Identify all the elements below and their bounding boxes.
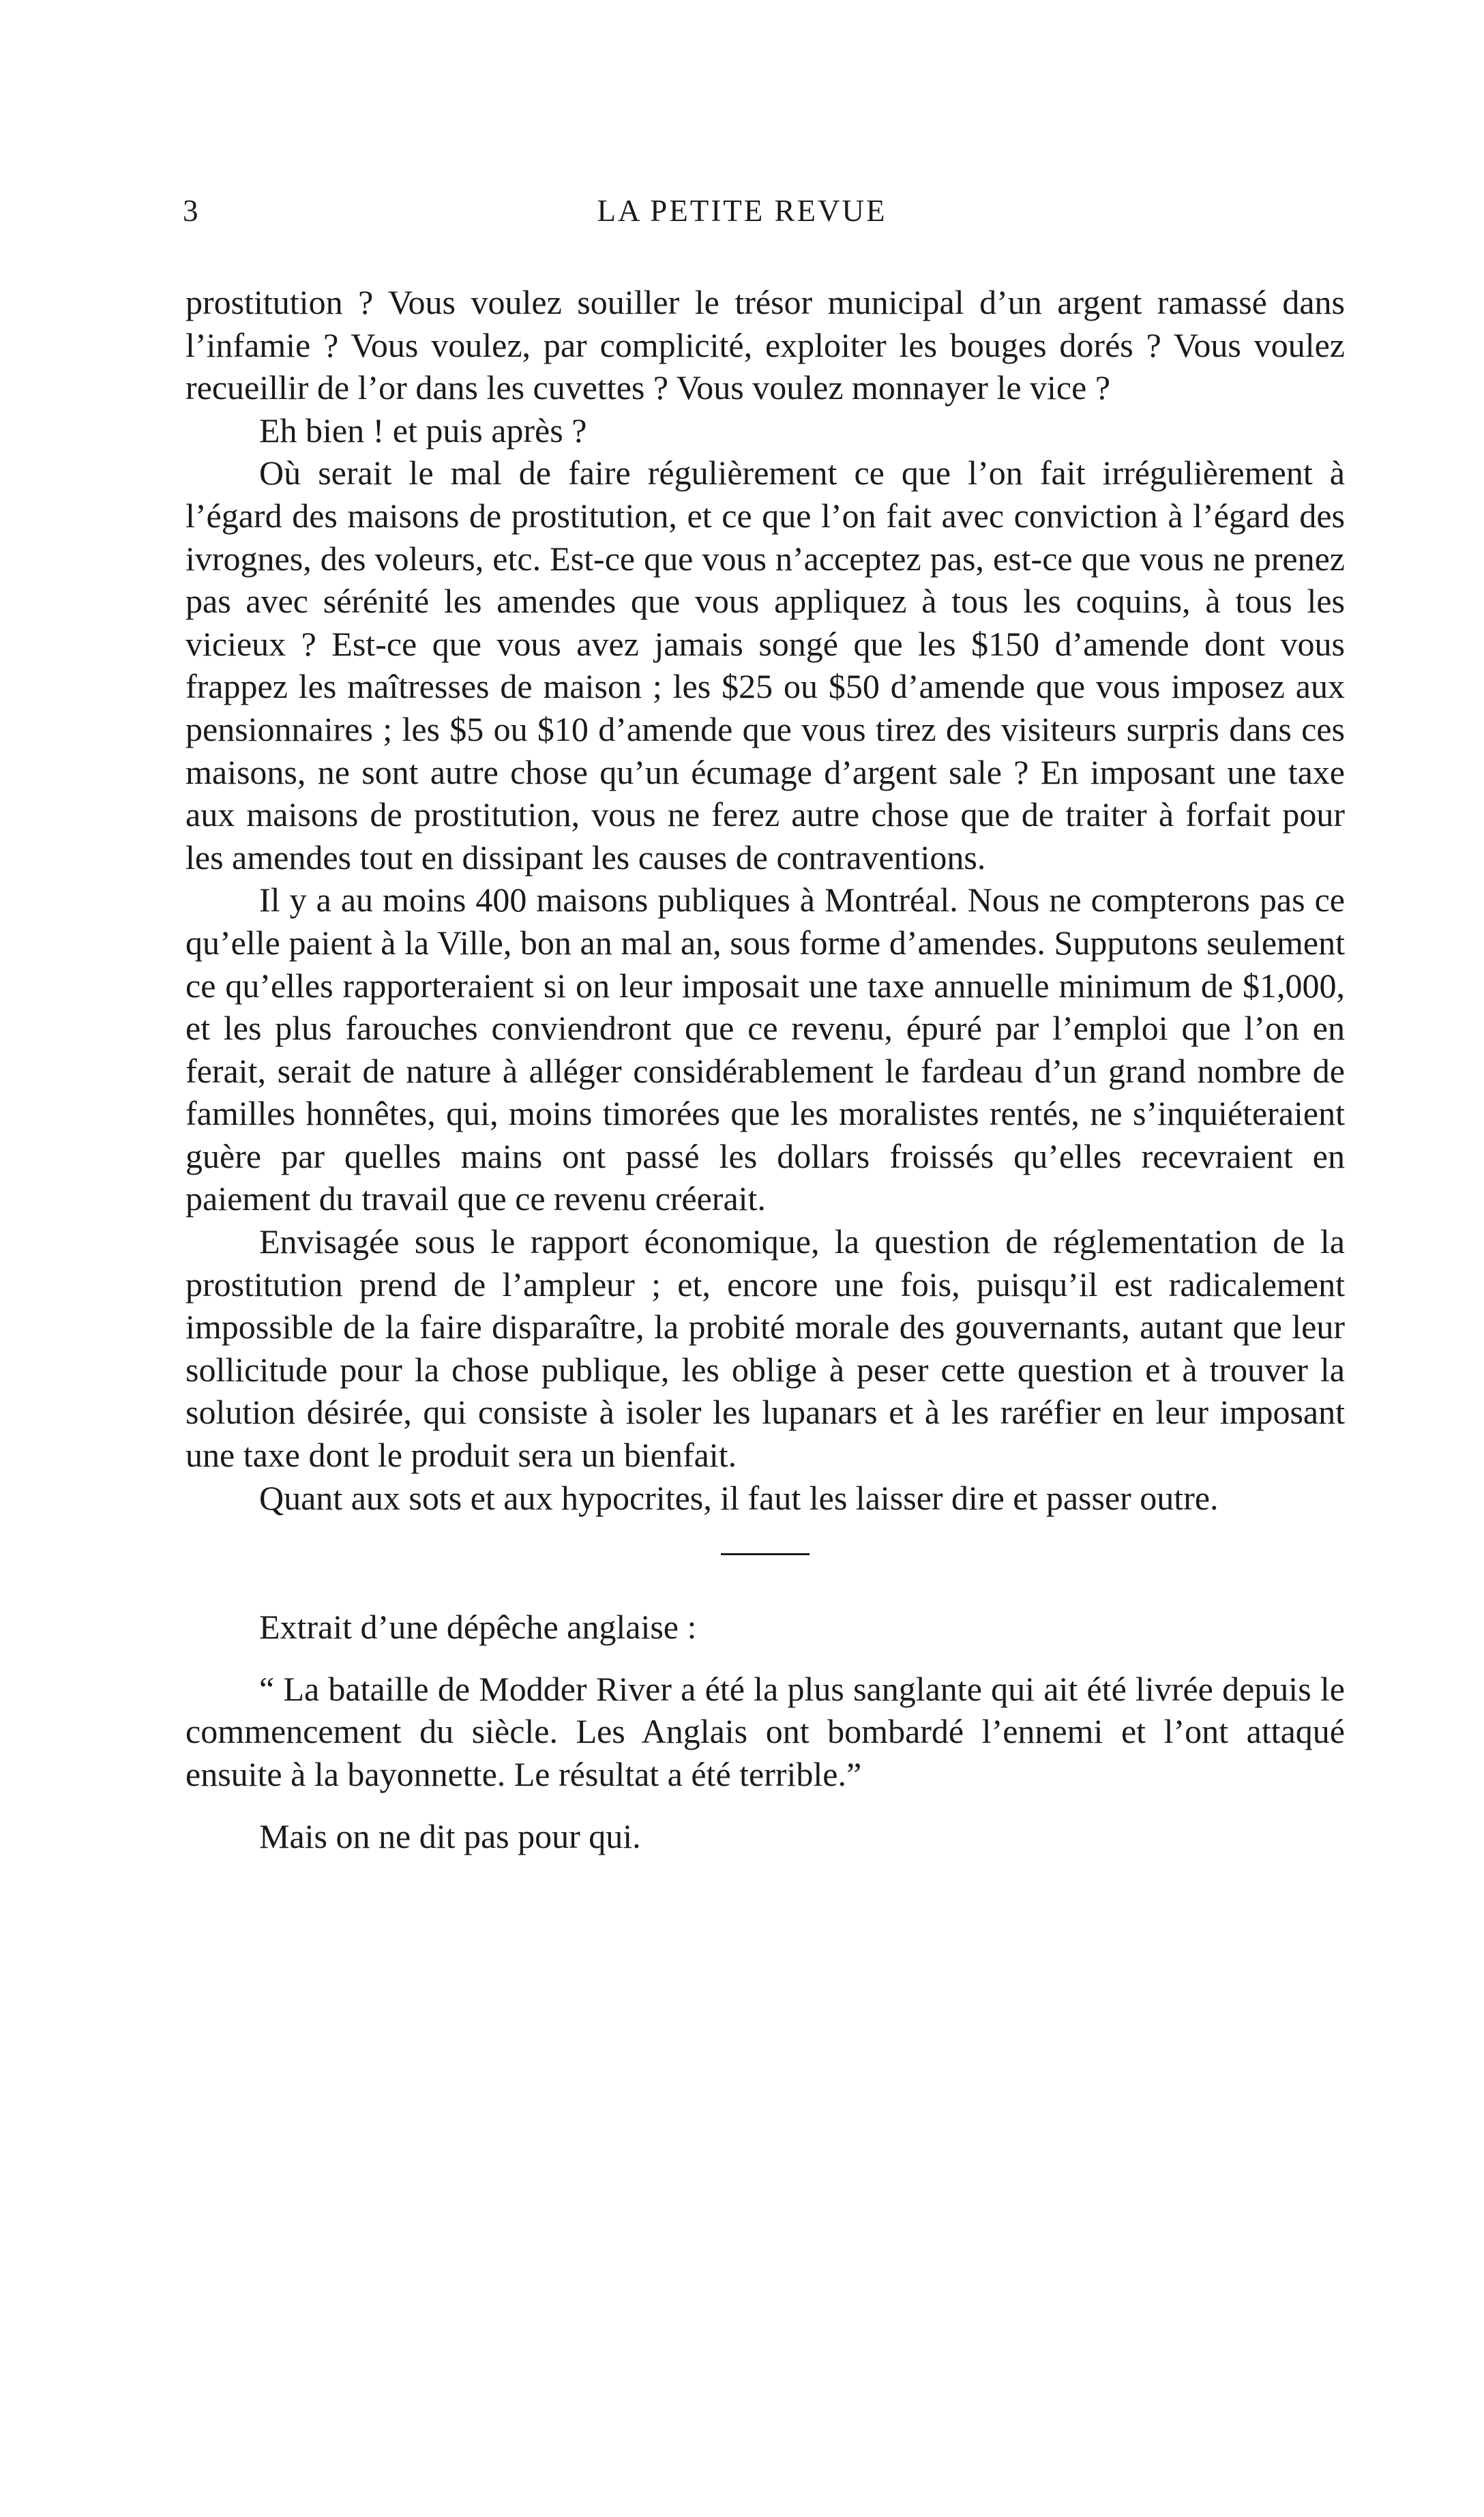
paragraph: Il y a au moins 400 maisons publiques à Montréal. Nous ne compterons pas ce qu’elle paient à la Ville, bon an mal an, sous forme d’amendes. Supputons seulement ce qu’elles rapporteraient si on leur imposait une taxe annuelle minimum de $1,000, et les plus farouches conviendront que ce revenu, épuré par l’emploi que l’on en ferait, serait de nature à alléger considérablement le fardeau d’un grand nombre de familles honnêtes, qui, moins timorées que les moralistes rentés, ne s’inquiéteraient guère par quelles mains ont passé les dollars froissés qu’elles recevraient en paiement du travail que ce revenu créerait. <box>186 881 1345 1218</box>
spacer <box>186 1649 1345 1668</box>
running-title: LA PETITE REVUE <box>597 194 887 228</box>
paragraph: Envisagée sous le rapport économique, la question de réglementation de la prostitution prend de l’ampleur ; et, encore une fois, puisqu’il est radicalement impossible de la faire disparaître, la probité morale des gouvernants, autant que leur sollicitude pour la chose publique, les oblige à peser cette question et à trouver la solution désirée, qui consiste à isoler les lupanars et à les raréfier en leur imposant une taxe dont le produit sera un bienfait. <box>186 1222 1345 1475</box>
dispatch-intro: Extrait d’une dépêche anglaise : <box>259 1608 697 1647</box>
section-divider <box>721 1553 810 1555</box>
dispatch-quote: “ La bataille de Modder River a été la plus sanglante qui ait été livrée depuis le commencement du siècle. Les Anglais ont bombardé l’ennemi et l’ont attaqué ensuite à la bayonnette. Le résultat a été terrible.” <box>186 1669 1345 1793</box>
body-text <box>186 281 1345 1857</box>
paragraph: Eh bien ! et puis après ? <box>259 411 587 450</box>
paragraph: Où serait le mal de faire régulièrement ce que l’on fait irrégulièrement à l’égard des maisons de prostitution, et ce que l’on fait avec conviction à l’égard des ivrognes, des voleurs, etc. Est-ce que vous n’acceptez pas, est-ce que vous ne prenez pas avec sérénité les amendes que vous appliquez à tous les coquins, à tous les vicieux ? Est-ce que vous avez jamais songé que les $150 d’amende dont vous frappez les maîtresses de maison ; les $25 ou $50 d’amende que vous imposez aux pensionnaires ; les $5 ou $10 d’amende que vous tirez des visiteurs surpris dans ces maisons, ne sont autre chose qu’un écumage d’argent sale ? En imposant une taxe aux maisons de prostitution, vous ne ferez autre chose que de traiter à forfait pour les amendes tout en dissipant les causes de contraventions. <box>186 454 1345 877</box>
paragraph: Quant aux sots et aux hypocrites, il faut les laisser dire et passer outre. <box>259 1478 1219 1517</box>
dispatch-conclusion: Mais on ne dit pas pour qui. <box>259 1816 641 1855</box>
paragraph: prostitution ? Vous voulez souiller le trésor municipal d’un argent ramassé dans l’infamie ? Vous voulez, par complicité, exploiter les bouges dorés ? Vous voulez recueillir de l’or dans les cuvettes ? Vous voulez monnayer le vice ? <box>186 283 1345 407</box>
page-header <box>183 193 1301 234</box>
page-number: 3 <box>183 194 199 228</box>
spacer <box>186 1796 1345 1815</box>
